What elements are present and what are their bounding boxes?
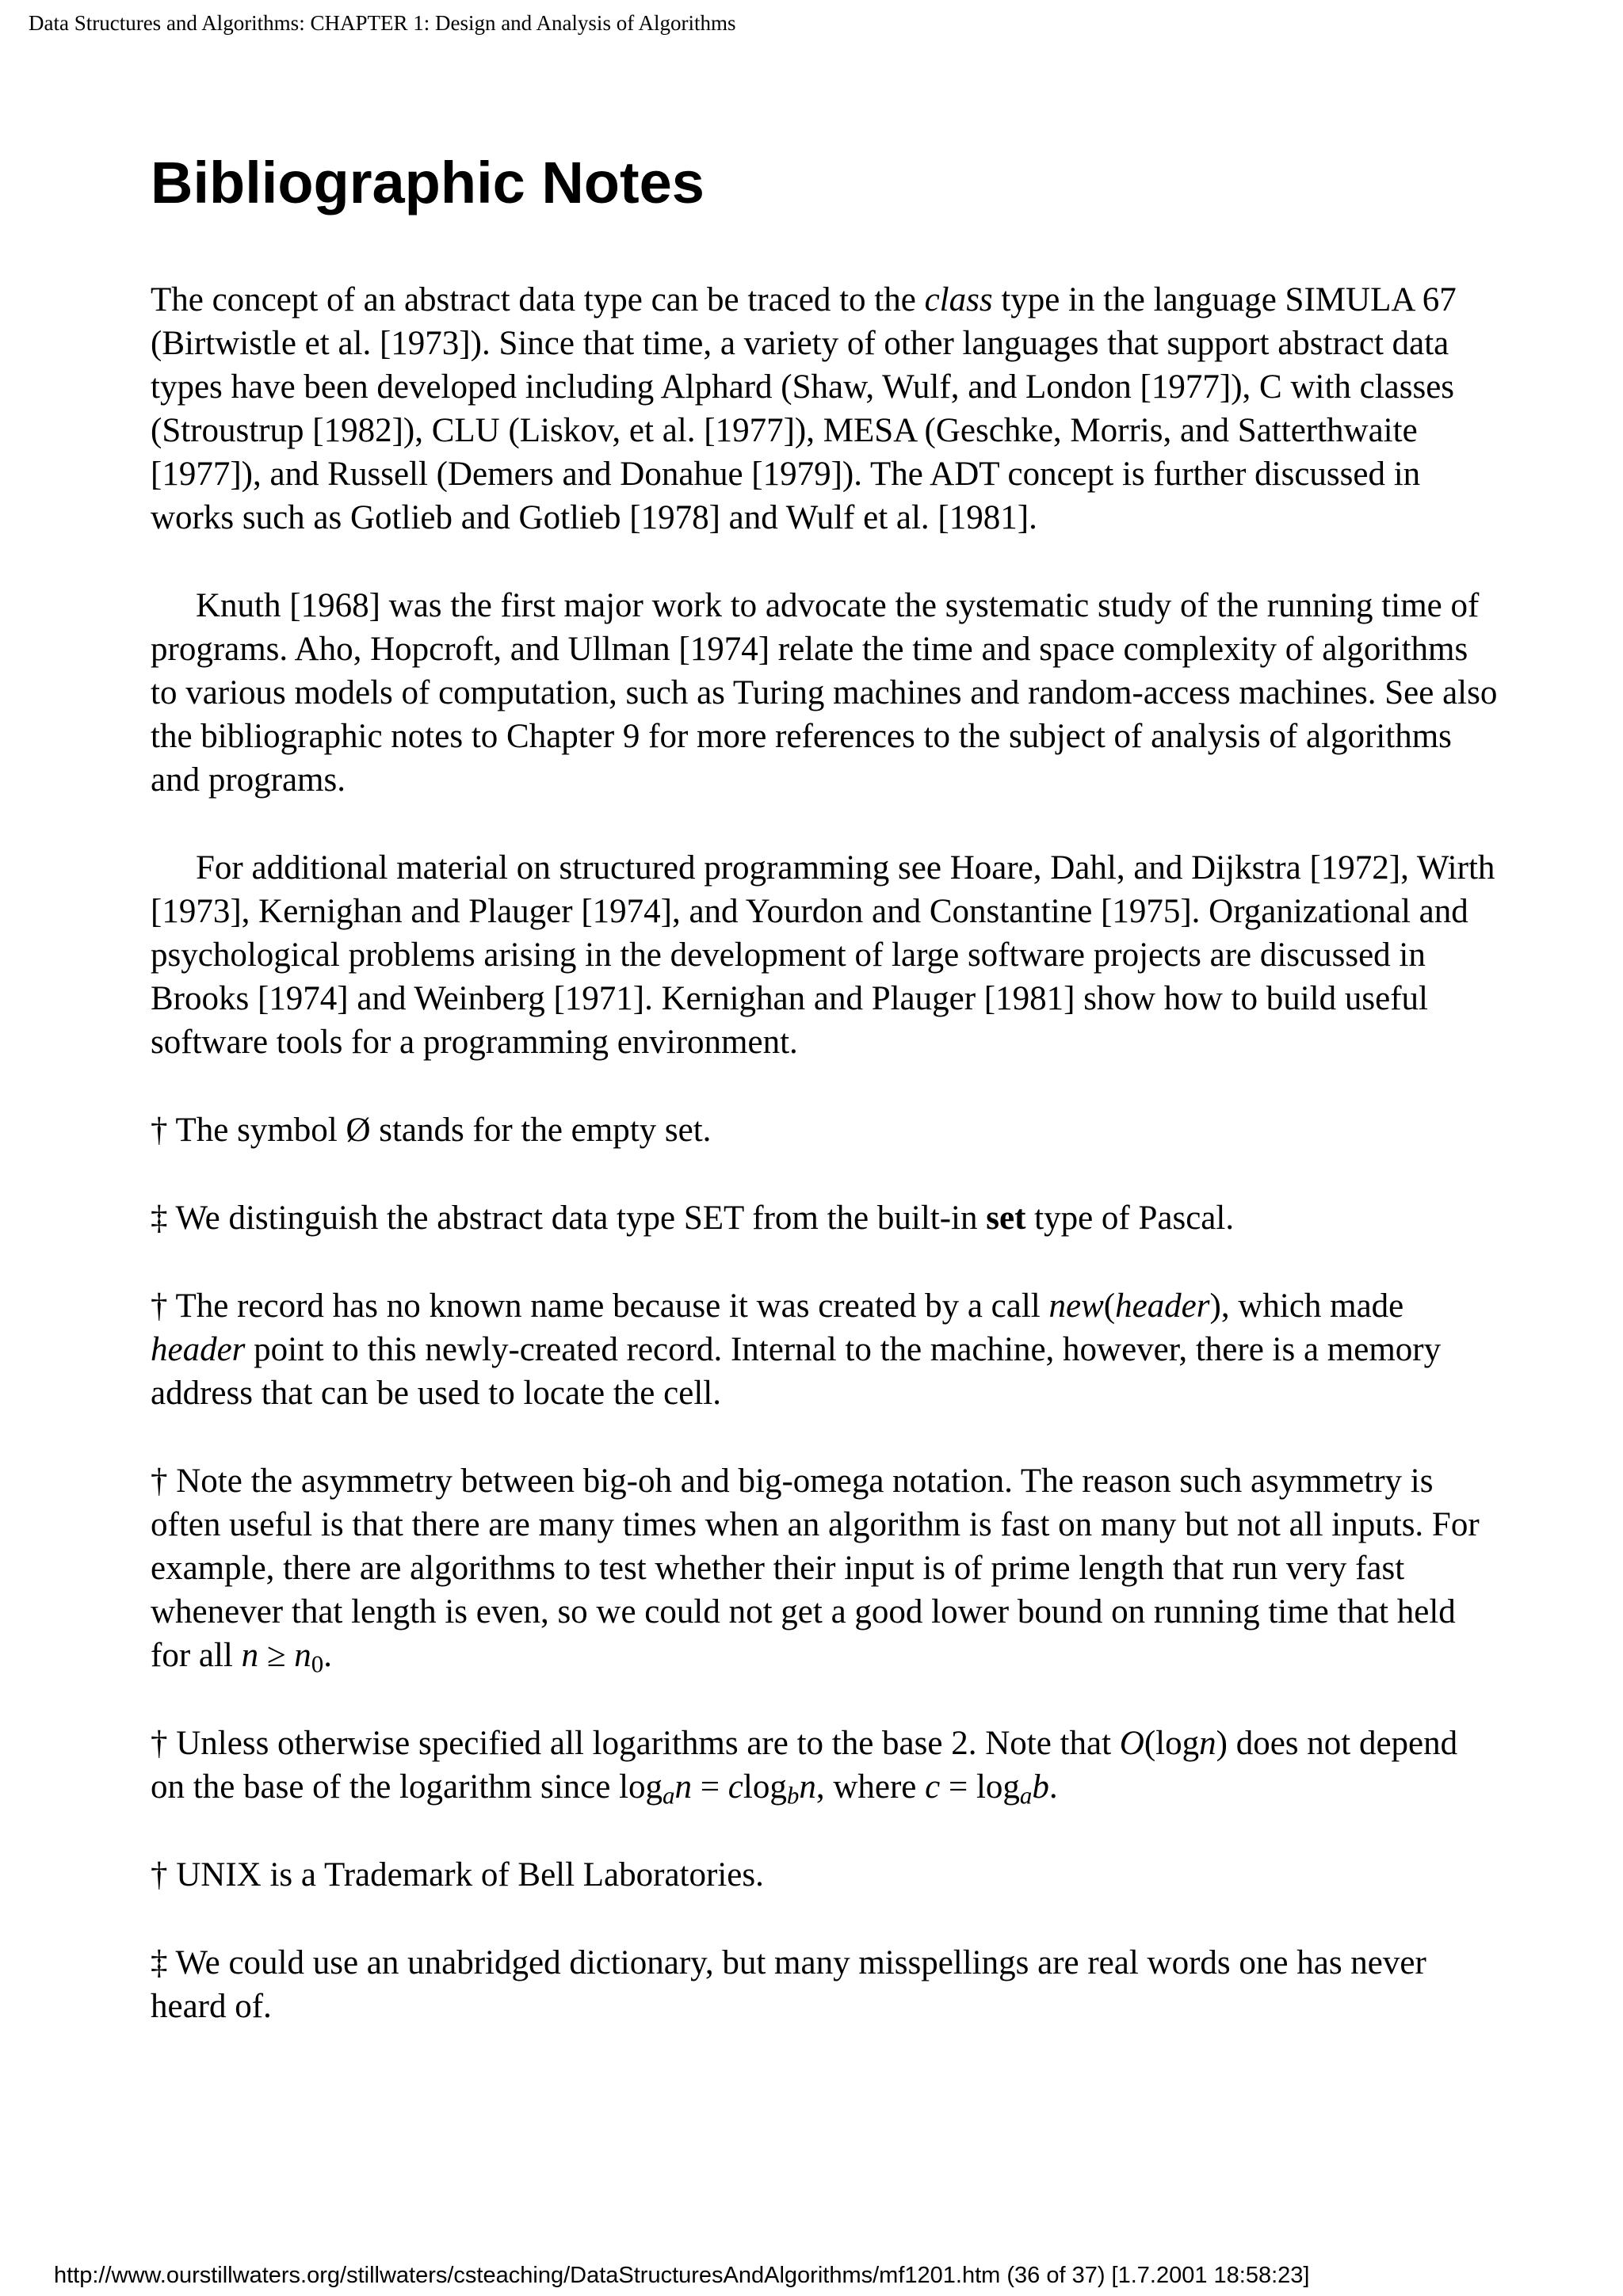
text-span: ‡ We distinguish the abstract data type SET from the built-in bbox=[151, 1199, 987, 1238]
text-span: ), which made bbox=[1209, 1287, 1404, 1325]
section-title: Bibliographic Notes bbox=[151, 150, 705, 215]
footnote-unix-trademark: † UNIX is a Trademark of Bell Laboratories. bbox=[151, 1856, 764, 1894]
italic-term: class bbox=[924, 281, 993, 319]
math-variable: O bbox=[1119, 1725, 1144, 1763]
text-span: point to this newly-created record. Internal to the machine, however, there is a memory address that can be used to locate the cell. bbox=[151, 1331, 1442, 1413]
math-subscript bbox=[663, 1782, 674, 1810]
text-span: . bbox=[323, 1637, 332, 1675]
text-span: ≥ bbox=[258, 1637, 295, 1675]
math-variable: n bbox=[674, 1768, 693, 1806]
footnote-set-type bbox=[151, 1196, 1498, 1240]
math-variable: n bbox=[241, 1637, 259, 1675]
math-variable: n bbox=[799, 1768, 816, 1806]
text-span: ( bbox=[1103, 1287, 1116, 1325]
math-variable: n bbox=[294, 1637, 311, 1675]
text-span: = bbox=[692, 1768, 728, 1806]
document-body bbox=[151, 151, 1498, 2073]
text-span: type of Pascal. bbox=[1025, 1199, 1235, 1238]
math-variable: c bbox=[925, 1768, 941, 1806]
bold-term: set bbox=[986, 1199, 1026, 1238]
text-span: = log bbox=[940, 1768, 1020, 1806]
math-subscript bbox=[787, 1782, 799, 1810]
math-subscript: 0 bbox=[311, 1650, 324, 1679]
text-span: , where bbox=[815, 1768, 926, 1806]
text-span: † The record has no known name because it was created by a call bbox=[151, 1287, 1049, 1325]
italic-term: header bbox=[1115, 1287, 1210, 1325]
paragraph-structured-programming: For additional material on structured programming see Hoare, Dahl, and Dijkstra [1972], Wirth [1973], Kernighan and Plauger [1974], and Yourdon and Constantine [1975]. Organizational and psychological problems arising in the development of large software projects are discussed in Brooks [1974] and Weinberg [1971]. Kernighan and Plauger [1981] show how to build useful software tools for a programming environment. bbox=[151, 849, 1495, 1062]
italic-term: new bbox=[1048, 1287, 1104, 1325]
text-span: † Note the asymmetry between big-oh and big-omega notation. The reason such asymmetry is often useful is that there are many times when an algorithm is fast on many but not all inputs. For example, there are algorithms to test whether their input is of prime length that run very fast whenever that length is even, so we could not get a good lower bound on running time that held for all bbox=[151, 1463, 1480, 1675]
text-span: type in the language SIMULA 67 (Birtwistle et al. [1973]). Since that time, a variety of other languages that support abstract data types have been developed including Alphard (Shaw, Wulf, and London [1977]), C with classes (Stroustrup [1982]), CLU (Liskov, et al. [1977]), MESA (Geschke, Morris, and Satterthwaite [1977]), and Russell (Demers and Donahue [1979]). The ADT concept is further discussed in works such as Gotlieb and Gotlieb [1978] and Wulf et al. [1981]. bbox=[151, 281, 1457, 537]
text-span: † Unless otherwise specified all logarithms are to the base 2. Note that bbox=[151, 1725, 1120, 1763]
footnote-record-name bbox=[151, 1284, 1498, 1415]
paragraph-abstract-data-types bbox=[151, 278, 1498, 540]
text-span: (log bbox=[1144, 1725, 1200, 1763]
text-span: . bbox=[1048, 1768, 1058, 1806]
math-variable: a bbox=[663, 1782, 675, 1810]
math-variable: a bbox=[1019, 1782, 1033, 1810]
footnote-logarithm-base bbox=[151, 1722, 1498, 1809]
math-variable: c bbox=[727, 1768, 743, 1806]
math-subscript bbox=[1020, 1782, 1032, 1810]
math-variable: n bbox=[1199, 1725, 1216, 1763]
paragraph-running-time: Knuth [1968] was the first major work to advocate the systematic study of the running time of programs. Aho, Hopcroft, and Ullman [1974] relate the time and space complexity of algorithms to various models of computation, such as Turing machines and random-access machines. See also the bibliographic notes to Chapter 9 for more references to the subject of analysis of algorithms and programs. bbox=[151, 587, 1498, 799]
footnote-dictionary: ‡ We could use an unabridged dictionary, but many misspellings are real words one has never heard of. bbox=[151, 1944, 1426, 2026]
running-header: Data Structures and Algorithms: CHAPTER 1: Design and Analysis of Algorithms bbox=[29, 11, 736, 35]
math-variable: b bbox=[1032, 1768, 1049, 1806]
text-span: log bbox=[743, 1768, 787, 1806]
page-footer-url: http://www.ourstillwaters.org/stillwaters/csteaching/DataStructuresAndAlgorithms/mf1201.htm (36 of 37) [1.7.2001 18:58:23] bbox=[54, 2263, 1310, 2288]
footnote-big-oh-asymmetry bbox=[151, 1459, 1498, 1677]
footnote-empty-set: † The symbol Ø stands for the empty set. bbox=[151, 1112, 712, 1150]
text-span: ) does not depend on the base of the logarithm since log bbox=[151, 1725, 1458, 1806]
italic-term: header bbox=[151, 1331, 246, 1369]
text-span: The concept of an abstract data type can be traced to the bbox=[151, 281, 925, 319]
math-variable: b bbox=[786, 1782, 800, 1810]
